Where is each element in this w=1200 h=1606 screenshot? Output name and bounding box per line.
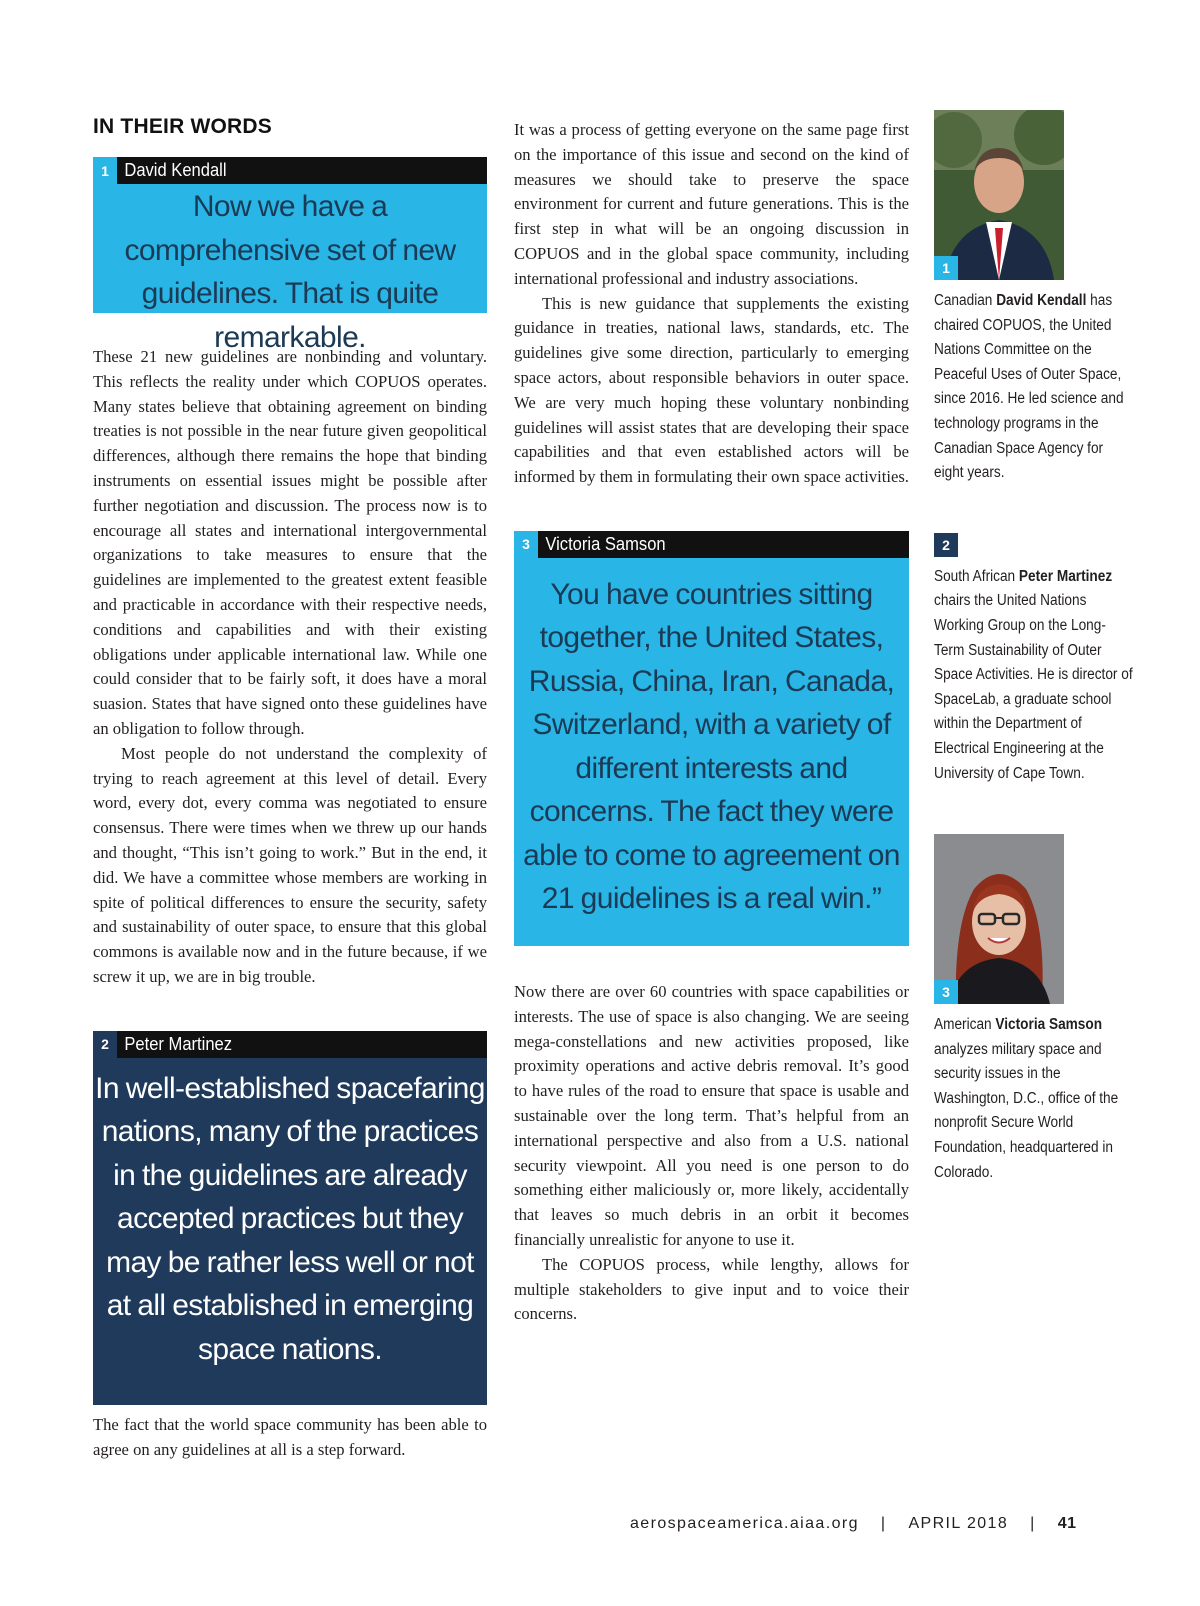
bio-name: David Kendall <box>996 292 1087 309</box>
body-paragraph: This is new guidance that supplements the existing guidance in treaties, national laws, standards, etc. The guidelines give some direction, particularly to emerging space actors, about responsible behaviors in outer space. We are very much hoping these voluntary nonbinding guidelines will assist states that are developing their space capabilities and that even established actors will be informed by them in formulating their own space activities. <box>514 293 909 487</box>
footer-separator: | <box>880 1515 887 1532</box>
body-paragraph: Now there are over 60 countries with space capabilities or interests. The use of space is also changing. We are seeing mega-constellations and new activities proposed, like proximity operations and active debris removal. It’s good to have rules of the road to ensure that space is usable and sustainable over the long term. That’s helpful from an international perspective and also from a U.S. national security viewpoint. All you need is one person to do something either maliciously or, more likely, accidentally that leaves so much debris in an orbit it becomes financially unrealistic for anyone to use it. <box>514 981 909 1249</box>
bio-prefix: American <box>934 1016 996 1034</box>
pull-quote-martinez <box>93 1031 487 1405</box>
body-paragraph: The COPUOS process, while lengthy, allows for multiple stakeholders to give input and to voice their concerns. <box>514 1254 909 1324</box>
pull-quote-kendall <box>93 157 487 354</box>
footer-date: APRIL 2018 <box>908 1515 1009 1532</box>
quote-header <box>93 1031 487 1058</box>
quote-number: 3 <box>514 531 538 558</box>
quote-speaker-name: Victoria Samson <box>545 533 666 554</box>
footer-separator: | <box>1030 1515 1036 1532</box>
section-title: IN THEIR WORDS <box>93 115 272 138</box>
body-paragraph: Most people do not understand the complexity of trying to reach agreement at this level of detail. Every word, every dot, every comma was negotiated to ensure consensus. There were times when we threw up our hands and thought, “This isn’t going to work.” But in the end, it did. We have a committee whose members are working in spite of political differences to ensure the security, safety and sustainability of outer space, to ensure that this global commons is available now and in the future because, if we screw it up, we are in big trouble. <box>93 743 487 986</box>
bio-name: Peter Martinez <box>1018 567 1113 585</box>
quote-number: 1 <box>93 157 117 184</box>
bio-name: Victoria Samson <box>995 1016 1103 1034</box>
bio-prefix: South African <box>934 567 1019 585</box>
bio-prefix: Canadian <box>934 292 997 309</box>
bio-text: has chaired COPUOS, the United Nations Committee on the Peaceful Uses of Outer Space, since 2016. He led science and technology programs in the Canadian Space Agency for eight years. <box>934 292 1124 482</box>
body-paragraph: The fact that the world space community has been able to agree on any guidelines at all is a step forward. <box>93 1414 487 1459</box>
body-paragraph: These 21 new guidelines are nonbinding and voluntary. This reflects the reality under which COPUOS operates. Many states believe that obtaining agreement on binding treaties is not possible in the near future given geopolitical differences, although there remains the hope that binding instruments on essential issues might be possible after further negotiation and discussion. The process now is to encourage all states and international intergovernmental organizations to take measures to ensure that the guidelines are implemented to the greatest extent feasible and practicable in accordance with their respective needs, conditions and capabilities and with their existing obligations under applicable international law. While one could consider that to be fairly soft, it does have a moral suasion. States that have signed onto these guidelines have an obligation to follow through. <box>93 347 487 738</box>
quote-header <box>93 157 487 184</box>
quote-speaker-name: David Kendall <box>124 160 227 180</box>
quote-number: 2 <box>93 1031 117 1058</box>
page-number: 41 <box>1057 1515 1077 1532</box>
bio-text: chairs the United Nations Working Group on the Long-Term Sustainability of Outer Space Activities. He is director of SpaceLab, a graduate school within the Department of Electrical Engineering at the University of Cape Town. <box>934 592 1133 782</box>
portrait-image <box>934 110 1064 280</box>
photo-number-badge: 3 <box>934 980 958 1004</box>
portrait-image <box>934 834 1064 1004</box>
bio-number-badge: 2 <box>934 533 958 557</box>
portrait-photo-samson <box>934 834 1064 1004</box>
body-paragraph: It was a process of getting everyone on the same page first on the importance of this issue and second on the kind of measures we should take to preserve the space environment for current and future generations. This is the first step in what will be an ongoing discussion in COPUOS and in the global space community, including international professional and industry associations. <box>514 120 909 288</box>
bio-block-samson <box>934 834 1134 1185</box>
quote-text: You have countries sitting together, the United States, Russia, China, Iran, Canada, Switzerland, with a variety of different interests and concerns. The fact they were able to come to agreement on 21 guidelines is a real win.” <box>514 558 909 946</box>
quote-text: Now we have a comprehensive set of new guidelines. That is quite remarkable. <box>93 184 487 313</box>
page-footer <box>630 1515 1122 1533</box>
bio-text: analyzes military space and security issues in the Washington, D.C., office of the nonprofit Secure World Foundation, headquartered in Colorado. <box>934 1040 1119 1181</box>
right-column <box>934 110 1134 1185</box>
left-column <box>93 110 487 1462</box>
footer-site-url: aerospaceamerica.aiaa.org <box>630 1515 859 1532</box>
bio-caption <box>934 565 1135 786</box>
portrait-photo-kendall <box>934 110 1064 280</box>
bio-caption <box>934 1013 1135 1185</box>
middle-column <box>514 118 909 1327</box>
quote-speaker-name: Peter Martinez <box>124 1033 233 1054</box>
photo-number-badge: 1 <box>934 256 958 280</box>
pull-quote-samson <box>514 531 909 946</box>
quote-header <box>514 531 909 558</box>
quote-text: In well-established spacefaring nations, many of the practices in the guidelines are already accepted practices but they may be rather less well or not at all established in emerging space nations. <box>93 1058 487 1405</box>
bio-block-kendall <box>934 110 1134 486</box>
bio-caption <box>934 289 1135 486</box>
bio-block-martinez <box>934 533 1134 786</box>
